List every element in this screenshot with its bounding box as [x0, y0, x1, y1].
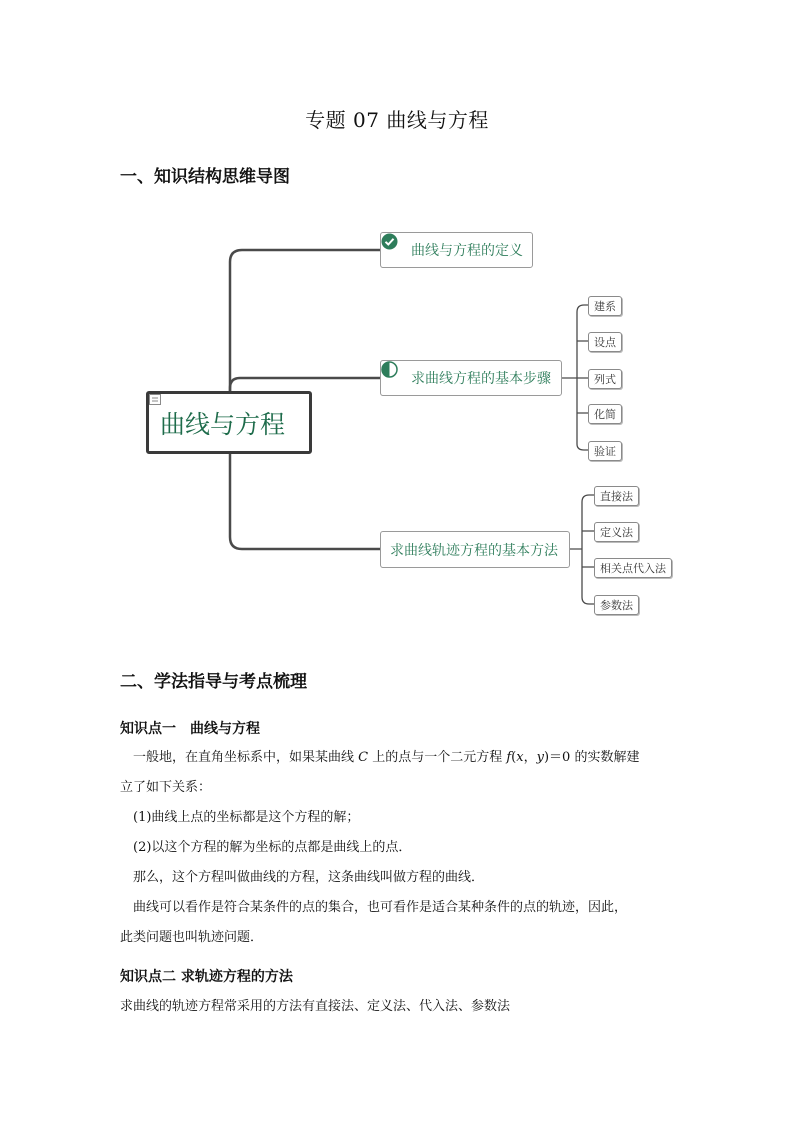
mindmap-root-node	[146, 391, 312, 454]
leaf-node: 相关点代入法	[594, 558, 672, 578]
knowledge-point-2-body	[120, 992, 680, 1022]
branch-node-steps	[380, 360, 562, 396]
paragraph-line: 立了如下关系：	[120, 780, 212, 795]
branch-node-methods	[380, 531, 570, 568]
leaf-node: 参数法	[594, 595, 639, 615]
paragraph-line: 那么，这个方程叫做曲线的方程，这条曲线叫做方程的曲线．	[133, 870, 485, 885]
leaf-node: 设点	[588, 332, 622, 352]
leaf-node: 验证	[588, 441, 622, 461]
paragraph-line: 一般地，在直角坐标系中，如果某曲线 C 上的点与一个二元方程 f(x，y)＝0 的实数解建	[133, 750, 640, 765]
list-item: (1)曲线上点的坐标都是这个方程的解；	[133, 810, 360, 825]
leaf-node: 定义法	[594, 522, 639, 542]
connector-root-branch1	[230, 250, 380, 391]
leaf-node: 直接法	[594, 486, 639, 506]
section-heading-mindmap: 一、知识结构思维导图	[120, 167, 290, 187]
half-circle-icon	[389, 370, 406, 387]
knowledge-point-2-heading: 知识点二 求轨迹方程的方法	[120, 969, 293, 985]
paragraph-line: 求曲线的轨迹方程常采用的方法有直接法、定义法、代入法、参数法	[120, 999, 511, 1014]
paragraph-line: 曲线可以看作是符合某条件的点的集合，也可看作是适合某种条件的点的轨迹，因此，	[133, 900, 628, 915]
page-title: 专题 07 曲线与方程	[305, 108, 489, 132]
branch-label: 曲线与方程的定义	[411, 243, 523, 259]
leaf-node: 列式	[588, 369, 622, 389]
root-label: 曲线与方程	[160, 409, 286, 439]
connector-root-branch2	[230, 378, 380, 391]
branch-label: 求曲线方程的基本步骤	[411, 371, 551, 387]
check-circle-icon	[389, 242, 406, 259]
knowledge-point-1-body	[120, 743, 680, 953]
list-item: (2)以这个方程的解为坐标的点都是曲线上的点．	[133, 840, 412, 855]
leaf-node: 化简	[588, 404, 622, 424]
branch-label: 求曲线轨迹方程的基本方法	[390, 542, 558, 559]
branch-node-definition	[380, 232, 533, 268]
knowledge-point-1-heading: 知识点一 曲线与方程	[120, 721, 260, 737]
connector-root-branch3	[230, 454, 380, 549]
connector-branch3-leaves	[570, 495, 594, 604]
leaf-node: 建系	[588, 296, 622, 316]
paragraph-line: 此类问题也叫轨迹问题．	[120, 930, 264, 945]
section-heading-guidance: 二、学法指导与考点梳理	[120, 672, 307, 692]
connector-branch2-leaves	[562, 305, 588, 450]
